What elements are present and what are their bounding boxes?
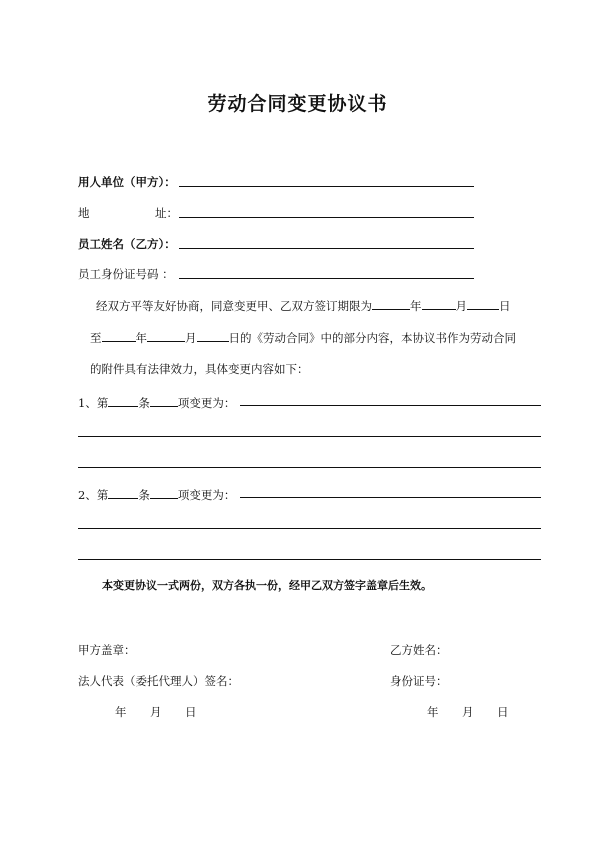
item-2-article-blank[interactable]	[108, 487, 138, 499]
change-item-2	[78, 487, 235, 502]
party-b-sign-day: 日	[497, 705, 509, 719]
address-label-part2: 址：	[155, 206, 178, 220]
to-text: 至	[90, 331, 102, 345]
item-1-content-line-2[interactable]	[78, 436, 541, 437]
party-b-id-label: 身份证号：	[390, 674, 448, 688]
item-1-article-blank[interactable]	[108, 395, 138, 407]
change-item-1	[78, 395, 235, 410]
month-text: 月	[455, 299, 467, 313]
item-2-prefix: 2、第	[78, 488, 109, 502]
party-b-sign-year: 年	[427, 705, 439, 719]
document-title: 劳动合同变更协议书	[207, 93, 388, 115]
item-2-article: 条	[138, 488, 150, 502]
item-1-clause-blank[interactable]	[150, 395, 178, 407]
paragraph-line-3: 的附件具有法律效力，具体变更内容如下：	[90, 362, 309, 376]
paragraph-line-1	[96, 298, 511, 313]
employer-field-line[interactable]	[179, 186, 474, 187]
start-year-blank[interactable]	[372, 298, 410, 310]
paragraph-line-1-text: 经双方平等友好协商，同意变更甲、乙双方签订期限为	[96, 299, 372, 313]
address-field-line[interactable]	[179, 217, 474, 218]
item-1-article: 条	[138, 396, 150, 410]
id-number-field-line[interactable]	[179, 278, 474, 279]
year-text: 年	[135, 331, 147, 345]
item-1-clause: 项变更为：	[177, 396, 236, 410]
item-2-content-line-1[interactable]	[240, 497, 541, 498]
item-1-prefix: 1、第	[78, 396, 109, 410]
item-2-clause: 项变更为：	[177, 488, 236, 502]
month-text: 月	[185, 331, 197, 345]
party-b-sign-month: 月	[462, 705, 474, 719]
start-day-blank[interactable]	[467, 298, 499, 310]
item-1-content-line-1[interactable]	[240, 405, 541, 406]
address-label-part1: 地	[78, 206, 90, 220]
end-month-blank[interactable]	[147, 330, 185, 342]
id-number-label: 员工身份证号码 ：	[78, 267, 174, 281]
party-b-name-label: 乙方姓名：	[390, 643, 448, 657]
year-text: 年	[410, 299, 422, 313]
item-1-content-line-3[interactable]	[78, 467, 541, 468]
item-2-clause-blank[interactable]	[150, 487, 178, 499]
party-a-sign-year: 年	[115, 705, 127, 719]
item-2-content-line-2[interactable]	[78, 528, 541, 529]
item-2-content-line-3[interactable]	[78, 559, 541, 560]
employer-label: 用人单位（甲方）：	[78, 175, 176, 189]
party-a-sign-month: 月	[150, 705, 162, 719]
party-a-rep-label: 法人代表（委托代理人）签名：	[78, 674, 239, 688]
party-a-sign-day: 日	[185, 705, 197, 719]
end-day-blank[interactable]	[197, 330, 229, 342]
day-text: 日	[499, 299, 511, 313]
party-a-seal-label: 甲方盖章：	[78, 643, 136, 657]
start-month-blank[interactable]	[422, 298, 456, 310]
paragraph-line-2-rest: 日的《劳动合同》中的部分内容，本协议书作为劳动合同	[228, 331, 516, 345]
employee-name-field-line[interactable]	[179, 248, 474, 249]
end-year-blank[interactable]	[102, 330, 136, 342]
closing-statement: 本变更协议一式两份，双方各执一份，经甲乙双方签字盖章后生效。	[102, 579, 432, 592]
paragraph-line-2	[90, 330, 516, 345]
employee-name-label: 员工姓名（乙方）：	[78, 237, 176, 251]
